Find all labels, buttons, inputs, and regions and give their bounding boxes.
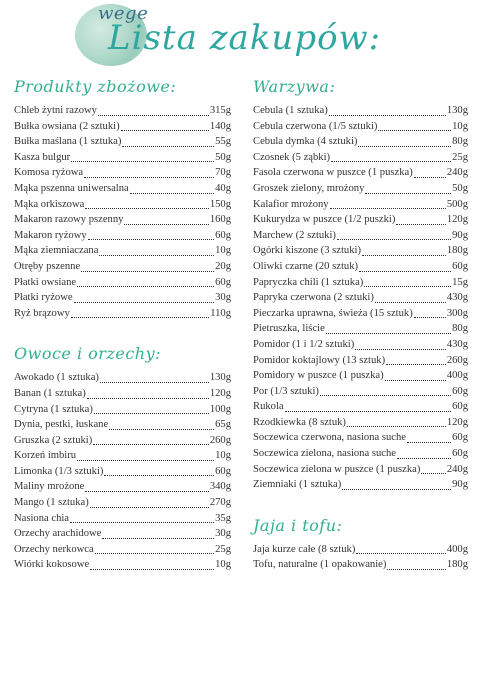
item-quantity: 300g — [446, 307, 468, 319]
item-quantity: 110g — [210, 307, 231, 319]
item-name: Ogórki kiszone (3 sztuki) — [253, 245, 361, 257]
item-quantity: 260g — [446, 354, 468, 366]
item-name: Limonka (1/3 sztuki) — [14, 465, 104, 477]
item-name: Rukola — [253, 401, 284, 413]
page-header — [0, 0, 480, 72]
item-quantity: 400g — [446, 543, 468, 555]
dotted-leader — [90, 568, 214, 570]
dotted-leader — [414, 176, 446, 178]
dotted-leader — [397, 457, 451, 459]
right-column — [253, 76, 468, 573]
list-item — [14, 290, 231, 306]
section-spacer — [14, 321, 231, 343]
item-quantity: 60g — [452, 385, 468, 397]
section-title: Warzywa: — [253, 77, 336, 96]
list-item — [253, 134, 468, 150]
list-item — [14, 511, 231, 527]
dotted-leader — [362, 254, 446, 256]
list-item — [14, 386, 231, 402]
page-title: Lista zakupów: — [108, 18, 382, 58]
dotted-leader — [122, 145, 214, 147]
list-item — [14, 402, 231, 418]
list-item — [14, 150, 231, 166]
item-quantity: 25g — [215, 543, 231, 555]
item-name: Płatki owsiane — [14, 276, 77, 288]
item-quantity: 130g — [446, 105, 468, 116]
dotted-leader — [414, 316, 446, 318]
dotted-leader — [109, 428, 214, 430]
item-quantity: 60g — [452, 448, 468, 460]
item-quantity: 100g — [209, 403, 231, 415]
dotted-leader — [329, 114, 446, 116]
item-name: Mąka orkiszowa — [14, 198, 85, 210]
dotted-leader — [320, 394, 451, 396]
item-quantity: 270g — [209, 497, 231, 509]
item-name: Cebula (1 sztuka) — [253, 105, 328, 116]
item-quantity: 60g — [215, 465, 231, 477]
list-item — [14, 243, 231, 259]
item-quantity: 400g — [446, 370, 468, 382]
item-name: Korzeń imbiru — [14, 450, 77, 462]
list-item — [253, 353, 468, 369]
item-name: Cebula czerwona (1/5 sztuki) — [253, 120, 378, 132]
item-quantity: 90g — [452, 229, 468, 241]
item-quantity: 500g — [446, 198, 468, 210]
list-item — [253, 430, 468, 446]
section-spacer — [253, 493, 468, 515]
list-item — [253, 197, 468, 213]
list-item — [14, 165, 231, 181]
item-quantity: 240g — [446, 463, 468, 475]
dotted-leader — [71, 316, 209, 318]
item-name: Maliny mrożone — [14, 481, 85, 493]
list-item — [253, 415, 468, 431]
item-quantity: 260g — [209, 434, 231, 446]
item-name: Pomidor (1 i 1/2 sztuki) — [253, 338, 355, 350]
left-column — [14, 76, 231, 573]
dotted-leader — [93, 443, 209, 445]
dotted-leader — [95, 552, 214, 554]
dotted-leader — [331, 160, 451, 162]
dotted-leader — [337, 238, 451, 240]
item-name: Wiórki kokosowe — [14, 559, 90, 571]
item-quantity: 120g — [446, 416, 468, 428]
section-title: Jaja i tofu: — [253, 515, 343, 535]
list-item — [253, 259, 468, 275]
item-quantity: 50g — [215, 151, 231, 163]
item-name: Orzechy arachidowe — [14, 528, 102, 540]
list-item — [253, 337, 468, 353]
list-item — [14, 479, 231, 495]
list-item — [14, 259, 231, 275]
dotted-leader — [81, 270, 214, 272]
item-name: Czosnek (5 ząbki) — [253, 151, 331, 163]
dotted-leader — [85, 490, 208, 492]
item-quantity: 80g — [452, 323, 468, 335]
item-name: Makaron razowy pszenny — [14, 214, 124, 226]
dotted-leader — [364, 285, 451, 287]
list-item — [253, 181, 468, 197]
dotted-leader — [285, 410, 452, 412]
item-name: Płatki ryżowe — [14, 292, 73, 304]
list-item — [253, 290, 468, 306]
item-quantity: 35g — [215, 512, 231, 524]
list-item — [14, 212, 231, 228]
dotted-leader — [102, 537, 214, 539]
dotted-leader — [99, 254, 214, 256]
list-item — [253, 165, 468, 181]
dotted-leader — [356, 552, 445, 554]
dotted-leader — [330, 207, 446, 209]
list-item — [14, 370, 231, 386]
item-name: Gruszka (2 sztuki) — [14, 434, 93, 446]
list-item — [14, 557, 231, 573]
item-quantity: 180g — [446, 559, 468, 571]
list-item — [14, 103, 231, 119]
item-name: Jaja kurze całe (8 sztuk) — [253, 543, 356, 555]
dotted-leader — [421, 472, 445, 474]
item-name: Fasola czerwona w puszce (1 puszka) — [253, 167, 413, 179]
list-item — [253, 306, 468, 322]
list-item — [14, 464, 231, 480]
item-name: Soczewica zielona w puszce (1 puszka) — [253, 463, 421, 475]
item-quantity: 50g — [452, 182, 468, 194]
item-quantity: 130g — [209, 372, 231, 384]
dotted-leader — [88, 238, 214, 240]
list-item — [253, 275, 468, 291]
list-item — [253, 557, 468, 573]
list-item — [253, 103, 468, 119]
item-quantity: 120g — [446, 214, 468, 226]
list-item — [253, 542, 468, 558]
list-item — [14, 433, 231, 449]
list-item — [253, 228, 468, 244]
item-quantity: 180g — [446, 245, 468, 257]
dotted-leader — [358, 145, 451, 147]
list-item — [253, 399, 468, 415]
item-name: Ryż brązowy — [14, 307, 70, 319]
dotted-leader — [100, 381, 209, 383]
list-item — [14, 275, 231, 291]
dotted-leader — [386, 363, 446, 365]
dotted-leader — [84, 176, 214, 178]
item-name: Chleb żytni razowy — [14, 105, 97, 116]
item-name: Oliwki czarne (20 sztuk) — [253, 260, 359, 272]
item-quantity: 25g — [452, 151, 468, 163]
item-quantity: 430g — [446, 338, 468, 350]
dotted-leader — [342, 488, 451, 490]
list-item — [14, 542, 231, 558]
item-name: Groszek zielony, mrożony — [253, 182, 365, 194]
dotted-leader — [71, 160, 214, 162]
item-name: Cytryna (1 sztuka) — [14, 403, 93, 415]
item-quantity: 40g — [215, 182, 231, 194]
dotted-leader — [87, 397, 209, 399]
item-name: Makaron ryżowy — [14, 229, 87, 241]
item-name: Soczewica zielona, nasiona suche — [253, 448, 396, 460]
item-quantity: 340g — [209, 481, 231, 493]
item-quantity: 65g — [215, 419, 231, 431]
dotted-leader — [359, 270, 451, 272]
item-name: Kasza bulgur — [14, 151, 71, 163]
item-quantity: 80g — [452, 136, 468, 148]
dotted-leader — [355, 348, 446, 350]
list-item — [14, 119, 231, 135]
item-quantity: 430g — [446, 292, 468, 304]
dotted-leader — [77, 285, 214, 287]
item-name: Rzodkiewka (8 sztuk) — [253, 416, 346, 428]
item-name: Bułka owsiana (2 sztuki) — [14, 120, 120, 132]
item-quantity: 55g — [215, 136, 231, 148]
dotted-leader — [98, 114, 209, 116]
item-name: Tofu, naturalne (1 opakowanie) — [253, 559, 387, 571]
item-name: Banan (1 sztuka) — [14, 387, 86, 399]
item-name: Kukurydza w puszce (1/2 puszki) — [253, 214, 396, 226]
dotted-leader — [375, 301, 446, 303]
dotted-leader — [121, 129, 209, 131]
item-name: Papryczka chili (1 sztuka) — [253, 276, 364, 288]
dotted-leader — [326, 332, 451, 334]
list-item — [253, 321, 468, 337]
list-item — [14, 306, 231, 322]
item-name: Papryka czerwona (2 sztuki) — [253, 292, 374, 304]
list-item — [14, 495, 231, 511]
item-quantity: 140g — [209, 120, 231, 132]
item-quantity: 10g — [215, 450, 231, 462]
item-quantity: 20g — [215, 260, 231, 272]
item-quantity: 60g — [215, 229, 231, 241]
item-name: Otręby pszenne — [14, 260, 81, 272]
item-quantity: 30g — [215, 528, 231, 540]
list-item — [253, 212, 468, 228]
item-name: Ziemniaki (1 sztuka) — [253, 479, 342, 491]
item-name: Dynia, pestki, łuskane — [14, 419, 109, 431]
item-quantity: 240g — [446, 167, 468, 179]
brand-logo: wege — [98, 3, 149, 24]
item-name: Kalafior mrożony — [253, 198, 329, 210]
item-name: Mango (1 sztuka) — [14, 497, 89, 509]
list-item — [14, 417, 231, 433]
dotted-leader — [130, 192, 214, 194]
item-name: Bułka maślana (1 sztuka) — [14, 136, 122, 148]
list-item — [253, 446, 468, 462]
dotted-leader — [70, 521, 214, 523]
dotted-leader — [77, 459, 214, 461]
list-item — [14, 526, 231, 542]
list-item — [14, 181, 231, 197]
list-item — [253, 462, 468, 478]
dotted-leader — [378, 129, 451, 131]
list-item — [253, 150, 468, 166]
item-name: Orzechy nerkowca — [14, 543, 94, 555]
dotted-leader — [90, 506, 209, 508]
item-name: Awokado (1 sztuka) — [14, 372, 99, 384]
dotted-leader — [396, 223, 445, 225]
item-name: Soczewica czerwona, nasiona suche — [253, 432, 406, 444]
dotted-leader — [104, 474, 214, 476]
item-quantity: 60g — [452, 432, 468, 444]
list-item — [253, 368, 468, 384]
item-quantity: 10g — [215, 559, 231, 571]
item-name: Pomidor koktajlowy (13 sztuk) — [253, 354, 386, 366]
item-quantity: 60g — [452, 260, 468, 272]
item-name: Komosa ryżowa — [14, 167, 84, 179]
item-name: Por (1/3 sztuki) — [253, 385, 319, 397]
dotted-leader — [387, 568, 445, 570]
dotted-leader — [385, 379, 446, 381]
item-quantity: 315g — [209, 105, 231, 116]
list-item — [253, 477, 468, 493]
item-quantity: 10g — [452, 120, 468, 132]
dotted-leader — [407, 441, 451, 443]
item-quantity: 120g — [209, 387, 231, 399]
section-title: Produkty zbożowe: — [14, 77, 177, 96]
item-quantity: 70g — [215, 167, 231, 179]
section-title: Owoce i orzechy: — [14, 344, 162, 364]
item-name: Cebula dymka (4 sztuki) — [253, 136, 358, 148]
list-item — [14, 134, 231, 150]
item-name: Marchew (2 sztuki) — [253, 229, 336, 241]
list-item — [14, 197, 231, 213]
dotted-leader — [124, 223, 208, 225]
list-item — [253, 243, 468, 259]
item-name: Pomidory w puszce (1 puszka) — [253, 370, 384, 382]
item-quantity: 90g — [452, 479, 468, 491]
item-quantity: 30g — [215, 292, 231, 304]
dotted-leader — [94, 412, 209, 414]
list-item — [253, 119, 468, 135]
item-quantity: 60g — [452, 401, 468, 413]
item-name: Pieczarka uprawna, świeża (15 sztuk) — [253, 307, 413, 319]
dotted-leader — [85, 207, 209, 209]
item-quantity: 10g — [215, 245, 231, 257]
list-item — [14, 228, 231, 244]
dotted-leader — [365, 192, 451, 194]
item-quantity: 160g — [209, 214, 231, 226]
dotted-leader — [347, 425, 446, 427]
item-name: Mąka pszenna uniwersalna — [14, 182, 129, 194]
item-quantity: 60g — [215, 276, 231, 288]
item-name: Pietruszka, liście — [253, 323, 325, 335]
list-item — [253, 384, 468, 400]
list-item — [14, 448, 231, 464]
item-name: Mąka ziemniaczana — [14, 245, 99, 257]
item-quantity: 15g — [452, 276, 468, 288]
dotted-leader — [74, 301, 215, 303]
item-quantity: 150g — [209, 198, 231, 210]
item-name: Nasiona chia — [14, 512, 70, 524]
